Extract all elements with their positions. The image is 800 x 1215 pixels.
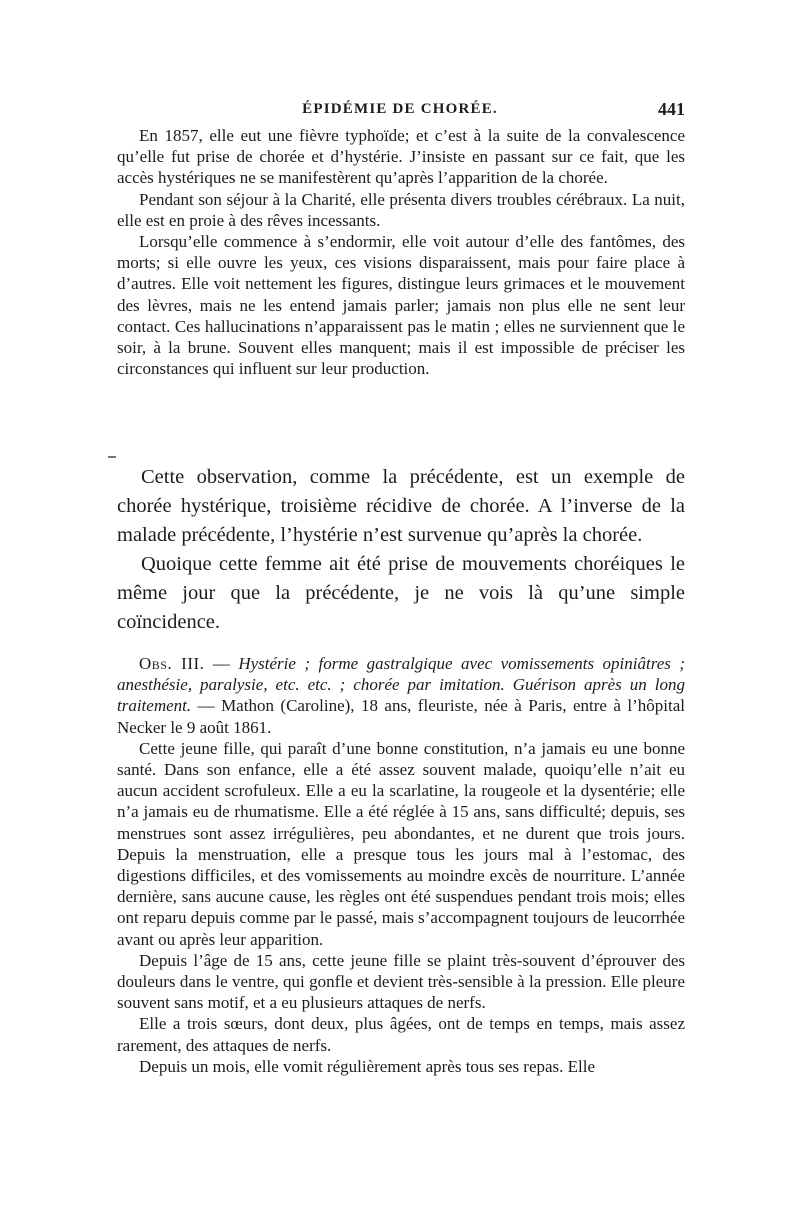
paragraph: Quoique cette femme ait été prise de mouvements choréiques le même jour que la précédente, je ne vois là qu’une simple coïncidence. xyxy=(117,553,685,633)
page-number: 441 xyxy=(658,99,685,119)
observation-title: Hystérie ; forme gastralgique avec vomissements opiniâtres ; anesthésie, paralysie, etc. etc. ; chorée par imitation. Guérison après un long traitement. xyxy=(117,654,685,716)
paragraph: Pendant son séjour à la Charité, elle présenta divers troubles cérébraux. La nuit, elle est en proie à des rêves incessants. xyxy=(117,189,685,230)
paragraph: En 1857, elle eut une fièvre typhoïde; et c’est à la suite de la convalescence qu’elle fut prise de chorée et d’hystérie. J’insiste en passant sur ce fait, que les accès hystériques ne se manifestèrent qu’après l’apparition de la chorée. xyxy=(117,126,685,188)
observation-patient-intro: — Mathon (Caroline), 18 ans, fleuriste, née à Paris, entre à l’hôpital Necker le 9 août 1861. xyxy=(117,696,686,737)
paragraph: Depuis un mois, elle vomit régulièrement après tous ses repas. Elle xyxy=(139,1056,596,1076)
paragraph: Cette jeune fille, qui paraît d’une bonne constitution, n’a jamais eu une bonne santé. Dans son enfance, elle a été assez souvent malade, quoiqu’elle n’ait eu aucun accident scrofuleux. Elle a eu la scarlatine, la rougeole et la dysentérie; elle n’a jamais eu de rhumatisme. Elle a été réglée à 15 ans, sans difficulté; depuis, ses menstrues sont assez irrégulières, peu abondantes, et ne durent que trois jours. Depuis la menstruation, elle a presque tous les jours mal à l’estomac, des digestions difficiles, et des vomissements au moindre excès de nourriture. L’année dernière, sans aucune cause, les règles ont été suspendues pendant trois mois; elles ont reparu depuis comme par le passé, mais s’accompagnent toujours de leucorrhée avant ou après leur apparition. xyxy=(117,738,685,949)
observation-number: Obs. III. xyxy=(139,654,205,673)
paragraph: Lorsqu’elle commence à s’endormir, elle voit autour d’elle des fantômes, des morts; si elle ouvre les yeux, ces visions disparaissent, mais pour faire place à d’autres. Elle voit nettement les figures, distingue leurs grimaces et le mouvement des lèvres, mais ne les entend jamais parler; jamais non plus elle ne sent leur contact. Ces hallucinations n’apparaissent pas le matin ; elles ne surviennent que le soir, à la brune. Souvent elles manquent; mais il est impossible de préciser les circonstances qui influent sur leur production. xyxy=(117,232,685,379)
paragraph: Depuis l’âge de 15 ans, cette jeune fille se plaint très-souvent d’éprouver des douleurs dans le ventre, qui gonfle et devient très-sensible à la pression. Elle pleure souvent sans motif, et a eu plusieurs attaques de nerfs. xyxy=(117,950,685,1013)
commentary-block xyxy=(117,463,685,637)
observation-heading xyxy=(117,653,685,738)
case-narrative-block xyxy=(117,125,685,379)
observation-block xyxy=(117,653,685,1077)
running-header xyxy=(115,101,685,123)
paragraph: Elle a trois sœurs, dont deux, plus âgées, ont de temps en temps, mais assez rarement, des attaques de nerfs. xyxy=(117,1014,685,1055)
paragraph: Cette observation, comme la précédente, est un exemple de chorée hystérique, troisième récidive de chorée. A l’inverse de la malade précédente, l’hystérie n’est survenue qu’après la chorée. xyxy=(117,466,685,546)
observation-dash: — xyxy=(204,654,239,673)
separator-mark xyxy=(108,456,116,458)
running-title: ÉPIDÉMIE DE CHORÉE. xyxy=(302,101,498,117)
